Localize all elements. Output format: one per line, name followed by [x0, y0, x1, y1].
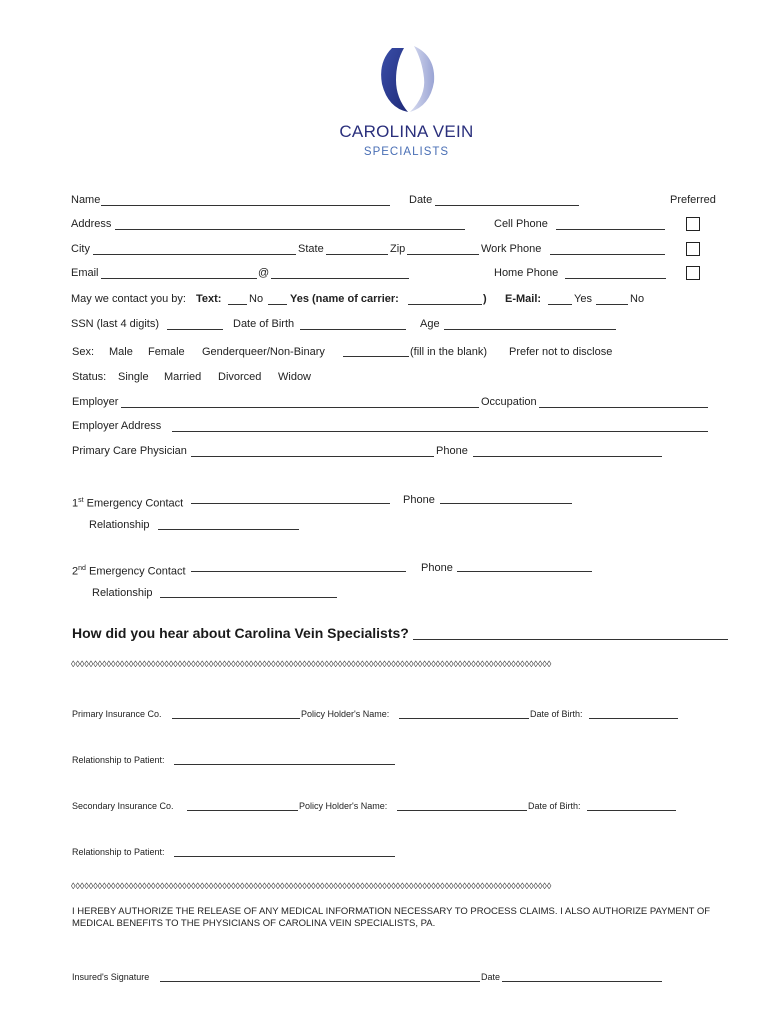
dob-label: Date of Birth	[233, 318, 295, 330]
signature-field[interactable]	[160, 981, 480, 982]
email-no-blank[interactable]	[596, 304, 628, 305]
sex-prefer-not-option[interactable]: Prefer not to disclose	[509, 346, 613, 358]
contact-by-label: May we contact you by:	[71, 293, 186, 305]
primary-insurance-field[interactable]	[172, 718, 300, 719]
emergency1-relationship-field[interactable]	[158, 529, 299, 530]
secondary-policy-holder-label: Policy Holder's Name:	[299, 801, 388, 811]
name-label: Name	[71, 194, 101, 206]
pcp-phone-field[interactable]	[473, 456, 662, 457]
state-field[interactable]	[326, 254, 388, 255]
cell-phone-field[interactable]	[556, 229, 665, 230]
primary-dob-label: Date of Birth:	[530, 709, 583, 719]
ssn-field[interactable]	[167, 329, 223, 330]
diamond-divider: ◊◊◊◊◊◊◊◊◊◊◊◊◊◊◊◊◊◊◊◊◊◊◊◊◊◊◊◊◊◊◊◊◊◊◊◊◊◊◊◊◊◊◊◊◊◊◊◊◊◊◊◊◊◊◊◊◊◊◊◊◊◊◊◊◊◊◊◊◊◊◊◊◊◊◊◊◊◊◊◊◊◊◊◊◊◊◊◊◊◊◊◊◊◊◊◊◊◊◊◊◊◊◊◊◊◊◊◊	[71, 659, 552, 669]
status-divorced-option[interactable]: Divorced	[218, 371, 262, 383]
brand-subtitle: SPECIALISTS	[363, 146, 450, 158]
email-yes-label: Yes	[574, 293, 592, 305]
work-phone-field[interactable]	[550, 254, 665, 255]
carrier-close-paren: )	[483, 293, 487, 305]
pcp-field[interactable]	[191, 456, 434, 457]
emergency1-phone-field[interactable]	[440, 503, 572, 504]
emergency2-relationship-label: Relationship	[92, 587, 153, 599]
primary-relationship-field[interactable]	[174, 764, 395, 765]
zip-label: Zip	[390, 243, 406, 255]
employer-address-label: Employer Address	[72, 420, 162, 432]
zip-field[interactable]	[407, 254, 479, 255]
signature-label: Insured's Signature	[72, 972, 150, 982]
home-phone-label: Home Phone	[494, 267, 559, 279]
ssn-label: SSN (last 4 digits)	[71, 318, 160, 330]
secondary-policy-holder-field[interactable]	[397, 810, 527, 811]
work-phone-label: Work Phone	[481, 243, 542, 255]
sex-female-option[interactable]: Female	[148, 346, 185, 358]
primary-policy-holder-field[interactable]	[399, 718, 529, 719]
secondary-dob-field[interactable]	[587, 810, 676, 811]
city-label: City	[71, 243, 90, 255]
email-label: Email	[71, 267, 99, 279]
cell-phone-label: Cell Phone	[494, 218, 548, 230]
primary-policy-holder-label: Policy Holder's Name:	[301, 709, 390, 719]
cell-preferred-checkbox[interactable]	[686, 217, 700, 231]
occupation-label: Occupation	[481, 396, 537, 408]
employer-label: Employer	[72, 396, 119, 408]
employer-address-field[interactable]	[172, 431, 708, 432]
emergency1-phone-label: Phone	[403, 494, 435, 506]
emergency2-phone-label: Phone	[421, 562, 453, 574]
employer-field[interactable]	[121, 407, 479, 408]
date-field[interactable]	[435, 205, 579, 206]
preferred-label: Preferred	[670, 194, 716, 206]
email-user-field[interactable]	[101, 278, 257, 279]
secondary-dob-label: Date of Birth:	[528, 801, 581, 811]
secondary-relationship-label: Relationship to Patient:	[72, 847, 165, 857]
status-widow-option[interactable]: Widow	[278, 371, 312, 383]
sex-male-option[interactable]: Male	[109, 346, 133, 358]
emergency1-field[interactable]	[191, 503, 390, 504]
emergency2-phone-field[interactable]	[457, 571, 592, 572]
emergency2-label: 2nd Emergency Contact	[72, 565, 186, 578]
age-label: Age	[420, 318, 440, 330]
text-yes-blank[interactable]	[228, 304, 247, 305]
email-contact-label: E-Mail:	[505, 293, 542, 305]
emergency1-relationship-label: Relationship	[89, 519, 150, 531]
status-label: Status:	[72, 371, 107, 383]
sex-other-field[interactable]	[343, 356, 409, 357]
primary-insurance-label: Primary Insurance Co.	[72, 709, 162, 719]
emergency1-label: 1st Emergency Contact	[72, 497, 184, 510]
text-no-label: No	[249, 293, 264, 305]
secondary-insurance-field[interactable]	[187, 810, 298, 811]
email-yes-blank[interactable]	[548, 304, 572, 305]
carrier-field[interactable]	[408, 304, 482, 305]
fill-in-blank-label: (fill in the blank)	[410, 346, 488, 358]
text-no-blank[interactable]	[268, 304, 287, 305]
state-label: State	[298, 243, 324, 255]
status-married-option[interactable]: Married	[164, 371, 202, 383]
signature-date-field[interactable]	[502, 981, 662, 982]
sex-genderqueer-option[interactable]: Genderqueer/Non-Binary	[202, 346, 325, 358]
diamond-divider-2: ◊◊◊◊◊◊◊◊◊◊◊◊◊◊◊◊◊◊◊◊◊◊◊◊◊◊◊◊◊◊◊◊◊◊◊◊◊◊◊◊◊◊◊◊◊◊◊◊◊◊◊◊◊◊◊◊◊◊◊◊◊◊◊◊◊◊◊◊◊◊◊◊◊◊◊◊◊◊◊◊◊◊◊◊◊◊◊◊◊◊◊◊◊◊◊◊◊◊◊◊◊◊◊◊◊◊◊◊	[71, 881, 552, 891]
secondary-insurance-label: Secondary Insurance Co.	[72, 801, 174, 811]
home-preferred-checkbox[interactable]	[686, 266, 700, 280]
address-label: Address	[71, 218, 112, 230]
emergency2-relationship-field[interactable]	[160, 597, 337, 598]
brand-name: CAROLINA VEIN	[339, 122, 474, 141]
address-field[interactable]	[115, 229, 465, 230]
occupation-field[interactable]	[539, 407, 708, 408]
text-label: Text:	[196, 293, 222, 305]
pcp-phone-label: Phone	[436, 445, 468, 457]
status-single-option[interactable]: Single	[118, 371, 149, 383]
pcp-label: Primary Care Physician	[72, 445, 187, 457]
referral-question: How did you hear about Carolina Vein Specialists?	[72, 625, 409, 641]
email-at-sign: @	[258, 267, 270, 279]
emergency2-field[interactable]	[191, 571, 406, 572]
leg-figure-logo	[374, 42, 440, 116]
email-no-label: No	[630, 293, 645, 305]
home-phone-field[interactable]	[565, 278, 666, 279]
date-label: Date	[409, 194, 433, 206]
signature-date-label: Date	[481, 972, 501, 982]
primary-relationship-label: Relationship to Patient:	[72, 755, 165, 765]
authorization-text: I HEREBY AUTHORIZE THE RELEASE OF ANY MEDICAL INFORMATION NECESSARY TO PROCESS CLAIMS. I ALSO AUTHORIZE PAYMENT OF MEDICAL BENEFITS TO THE PHYSICIANS OF CAROLINA VEIN SPECIALISTS, PA.	[72, 906, 711, 929]
work-preferred-checkbox[interactable]	[686, 242, 700, 256]
dob-field[interactable]	[300, 329, 406, 330]
name-field[interactable]	[101, 205, 390, 206]
email-domain-field[interactable]	[271, 278, 409, 279]
sex-label: Sex:	[72, 346, 95, 358]
logo	[374, 42, 440, 116]
yes-carrier-label: Yes (name of carrier:	[290, 293, 399, 305]
secondary-relationship-field[interactable]	[174, 856, 395, 857]
city-field[interactable]	[93, 254, 296, 255]
primary-dob-field[interactable]	[589, 718, 678, 719]
referral-field[interactable]	[413, 639, 728, 640]
age-field[interactable]	[444, 329, 616, 330]
